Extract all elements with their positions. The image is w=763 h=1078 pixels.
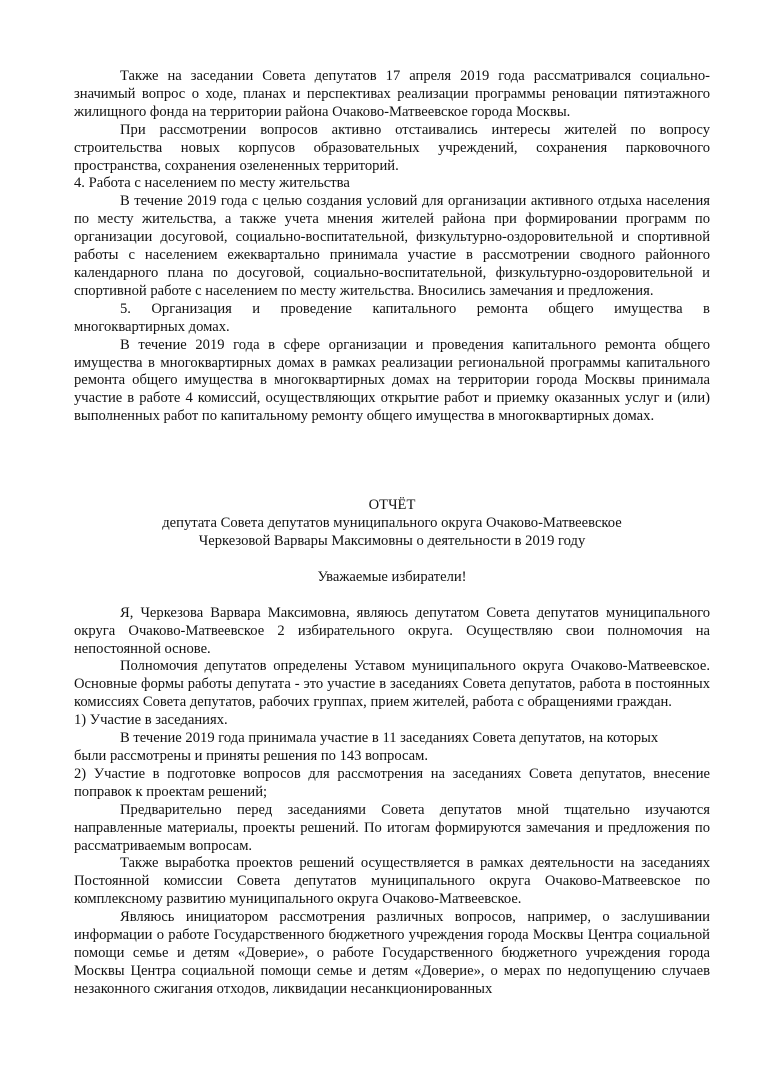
list-item-2: 2) Участие в подготовке вопросов для рассмотрения на заседаниях Совета депутатов, внесение поправок к проектам решений; xyxy=(74,765,710,800)
paragraph-meetings-line1: В течение 2019 года принимала участие в 11 заседаниях Совета депутатов, на которых xyxy=(120,730,659,747)
report-subtitle-1: депутата Совета депутатов муниципального округа Очаково-Матвеевское xyxy=(162,515,622,532)
report-subtitle-2: Черкезовой Варвары Максимовны о деятельности в 2019 году xyxy=(198,532,586,549)
section-heading-5: 5. Организация и проведение капитального ремонта общего имущества в xyxy=(120,300,710,317)
section-heading-4: 4. Работа с населением по месту жительства xyxy=(74,175,350,192)
paragraph-commission: Также выработка проектов решений осуществляется в рамках деятельности на заседаниях Постоянной комиссии Совета депутатов муниципального округа Очаково-Матвеевское по комплексному развитию муниципального округа Очаково-Матвеевское. xyxy=(74,855,710,908)
greeting: Уважаемые избиратели! xyxy=(317,568,467,585)
paragraph-intro: Я, Черкезова Варвара Максимовна, являюсь депутатом Совета депутатов муниципального округа Очаково-Матвеевское 2 избирательного округа. Осуществляю свои полномочия на непостоянной основе. xyxy=(74,604,710,657)
paragraph-leisure-work: В течение 2019 года с целью создания условий для организации активного отдыха населения по месту жительства, а также учета мнения жителей района при формировании программ по организации досуговой, социально-воспитательной, физкультурно-оздоровительной и спортивной работы с населением ежеквартально принимала участие в рассмотрении сводного районного календарного плана по досуговой, социально-воспитательной, физкультурно-оздоровительной и спортивной работе с населением по месту жительства. Вносились замечания и предложения. xyxy=(74,193,710,299)
paragraph-renovation: Также на заседании Совета депутатов 17 апреля 2019 года рассматривался социально-значимый вопрос о ходе, планах и перспективах реализации программы реновации пятиэтажного жилищного фонда на территории района Очаково-Матвеевское города Москвы. xyxy=(74,68,710,120)
list-item-1: 1) Участие в заседаниях. xyxy=(74,712,228,729)
paragraph-capital-repair: В течение 2019 года в сфере организации и проведения капитального ремонта общего имущества в многоквартирных домах в рамках реализации региональной программы капитального ремонта общего имущества в многоквартирных домах на территории города Москвы принимала участие в работе 4 комиссий, осуществляющих открытие работ и приемку оказанных услуг и (или) выполненных работ по капитальному ремонту общего имущества в многоквартирных домах. xyxy=(74,336,710,425)
document-page xyxy=(74,68,710,999)
paragraph-residents-interests: При рассмотрении вопросов активно отстаивались интересы жителей по вопросу строительства новых корпусов образовательных учреждений, сохранения парковочного пространства, сохранения озелененных территорий. xyxy=(74,121,710,174)
paragraph-initiatives: Являюсь инициатором рассмотрения различных вопросов, например, о заслушивании информации о работе Государственного бюджетного учреждения города Москвы Центра социальной помощи семье и детям «Доверие», о работе Государственного бюджетного учреждения города Москвы Центра социальной помощи семье и детям «Доверие», о мерах по недопущению случаев незаконного сжигания отходов, ликвидации несанкционированных xyxy=(74,909,710,997)
section-heading-5-cont: многоквартирных домах. xyxy=(74,318,230,335)
report-title: ОТЧЁТ xyxy=(368,497,416,514)
paragraph-preparation: Предварительно перед заседаниями Совета депутатов мной тщательно изучаются направленные материалы, проекты решений. По итогам формируются замечания и предложения по рассматриваемым вопросам. xyxy=(74,801,710,854)
paragraph-powers: Полномочия депутатов определены Уставом муниципального округа Очаково-Матвеевское. Основные формы работы депутата - это участие в заседаниях Совета депутатов, работа в постоянных комиссиях Совета депутатов, рабочих группах, прием жителей, работа с обращениями граждан. xyxy=(74,658,710,711)
paragraph-meetings-line2: были рассмотрены и приняты решения по 143 вопросам. xyxy=(74,748,428,764)
